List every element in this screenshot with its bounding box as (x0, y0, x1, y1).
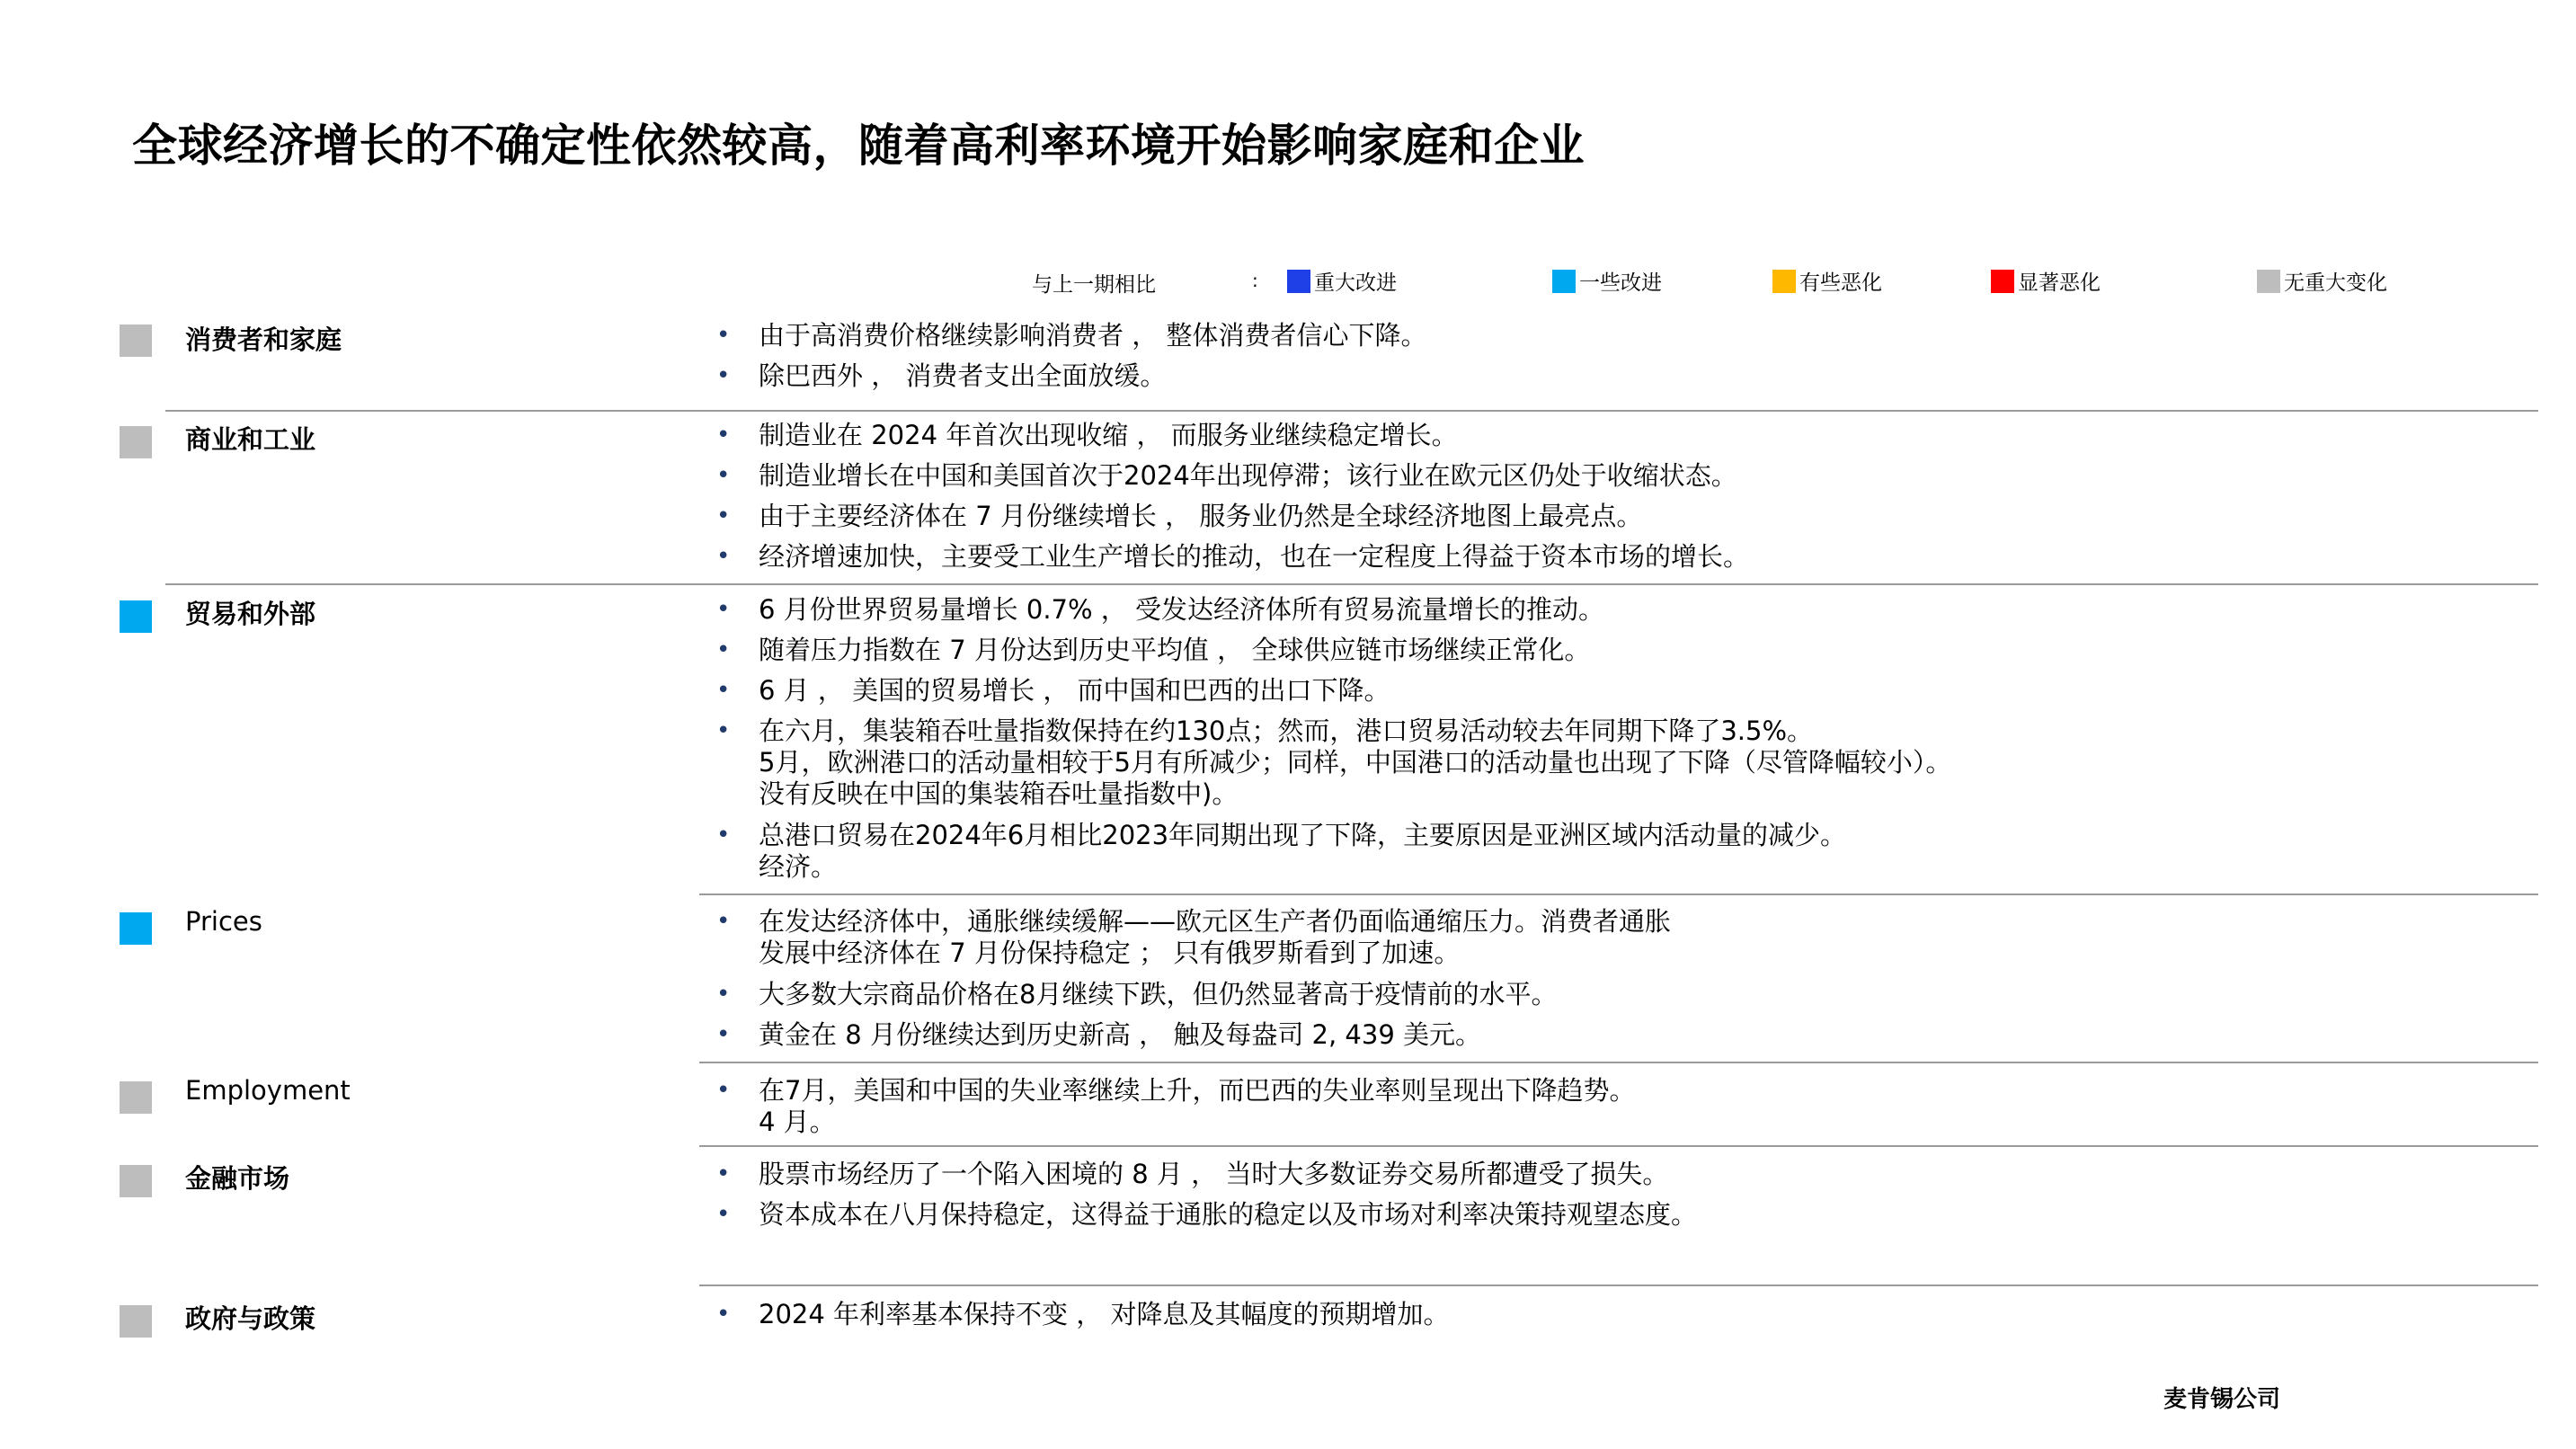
legend-item-major-improvement: 重大改进 (1287, 266, 1397, 296)
category-label: 商业和工业 (185, 424, 316, 455)
bullet-dot: • (716, 981, 731, 1008)
status-square (120, 324, 152, 357)
section-divider (699, 1145, 2538, 1147)
section-divider (165, 583, 2538, 585)
bullet-dot: • (716, 636, 731, 663)
legend-swatch (1991, 270, 2014, 293)
legend-item-significant-deterioration: 显著恶化 (1991, 266, 2101, 296)
legend-swatch (1772, 270, 1796, 293)
status-square (120, 426, 152, 458)
bullet-dot: • (716, 1021, 731, 1048)
bullet-dot: • (716, 1160, 731, 1187)
bullet-dot: • (716, 1301, 731, 1328)
legend-swatch (1287, 270, 1310, 293)
bullet-dot: • (716, 322, 731, 349)
section-divider (699, 1285, 2538, 1286)
legend-label: 与上一期相比 (1032, 273, 1156, 297)
category-label: 政府与政策 (185, 1303, 316, 1334)
category-label: 消费者和家庭 (185, 324, 342, 355)
bullet-dot: • (716, 502, 731, 529)
legend (0, 266, 2576, 298)
legend-item-some-deterioration: 有些恶化 (1772, 266, 1882, 296)
status-square (120, 1081, 152, 1114)
bullet-dot: • (716, 1077, 731, 1104)
category-label: Prices (185, 906, 262, 937)
bullet-dot: • (716, 1201, 731, 1228)
legend-swatch (1552, 270, 1576, 293)
footer-company: 麦肯锡公司 (2163, 1386, 2281, 1413)
bullet-dot: • (716, 362, 731, 389)
status-square (120, 600, 152, 633)
category-label: Employment (185, 1075, 351, 1106)
bullet-dot: • (716, 822, 731, 849)
category-label: 贸易和外部 (185, 599, 316, 629)
status-square (120, 1305, 152, 1338)
bullet-dot: • (716, 717, 731, 744)
section-divider (699, 1062, 2538, 1063)
legend-swatch (2257, 270, 2280, 293)
bullet-dot: • (716, 677, 731, 704)
bullet-dot: • (716, 596, 731, 623)
status-square (120, 912, 152, 945)
bullet-dot: • (716, 543, 731, 570)
bullet-dot: • (716, 908, 731, 935)
bullet-dot: • (716, 462, 731, 489)
legend-colon: : (1252, 270, 1258, 291)
legend-item-no-major-change: 无重大变化 (2257, 266, 2387, 296)
category-label: 金融市场 (185, 1163, 290, 1194)
section-divider (165, 410, 2538, 412)
bullet-dot: • (716, 422, 731, 449)
status-square (120, 1165, 152, 1197)
section-divider (699, 893, 2538, 895)
legend-item-some-improvement: 一些改进 (1552, 266, 1662, 296)
page-title: 全球经济增长的不确定性依然较高，随着高利率环境开始影响家庭和企业 (132, 120, 1585, 172)
